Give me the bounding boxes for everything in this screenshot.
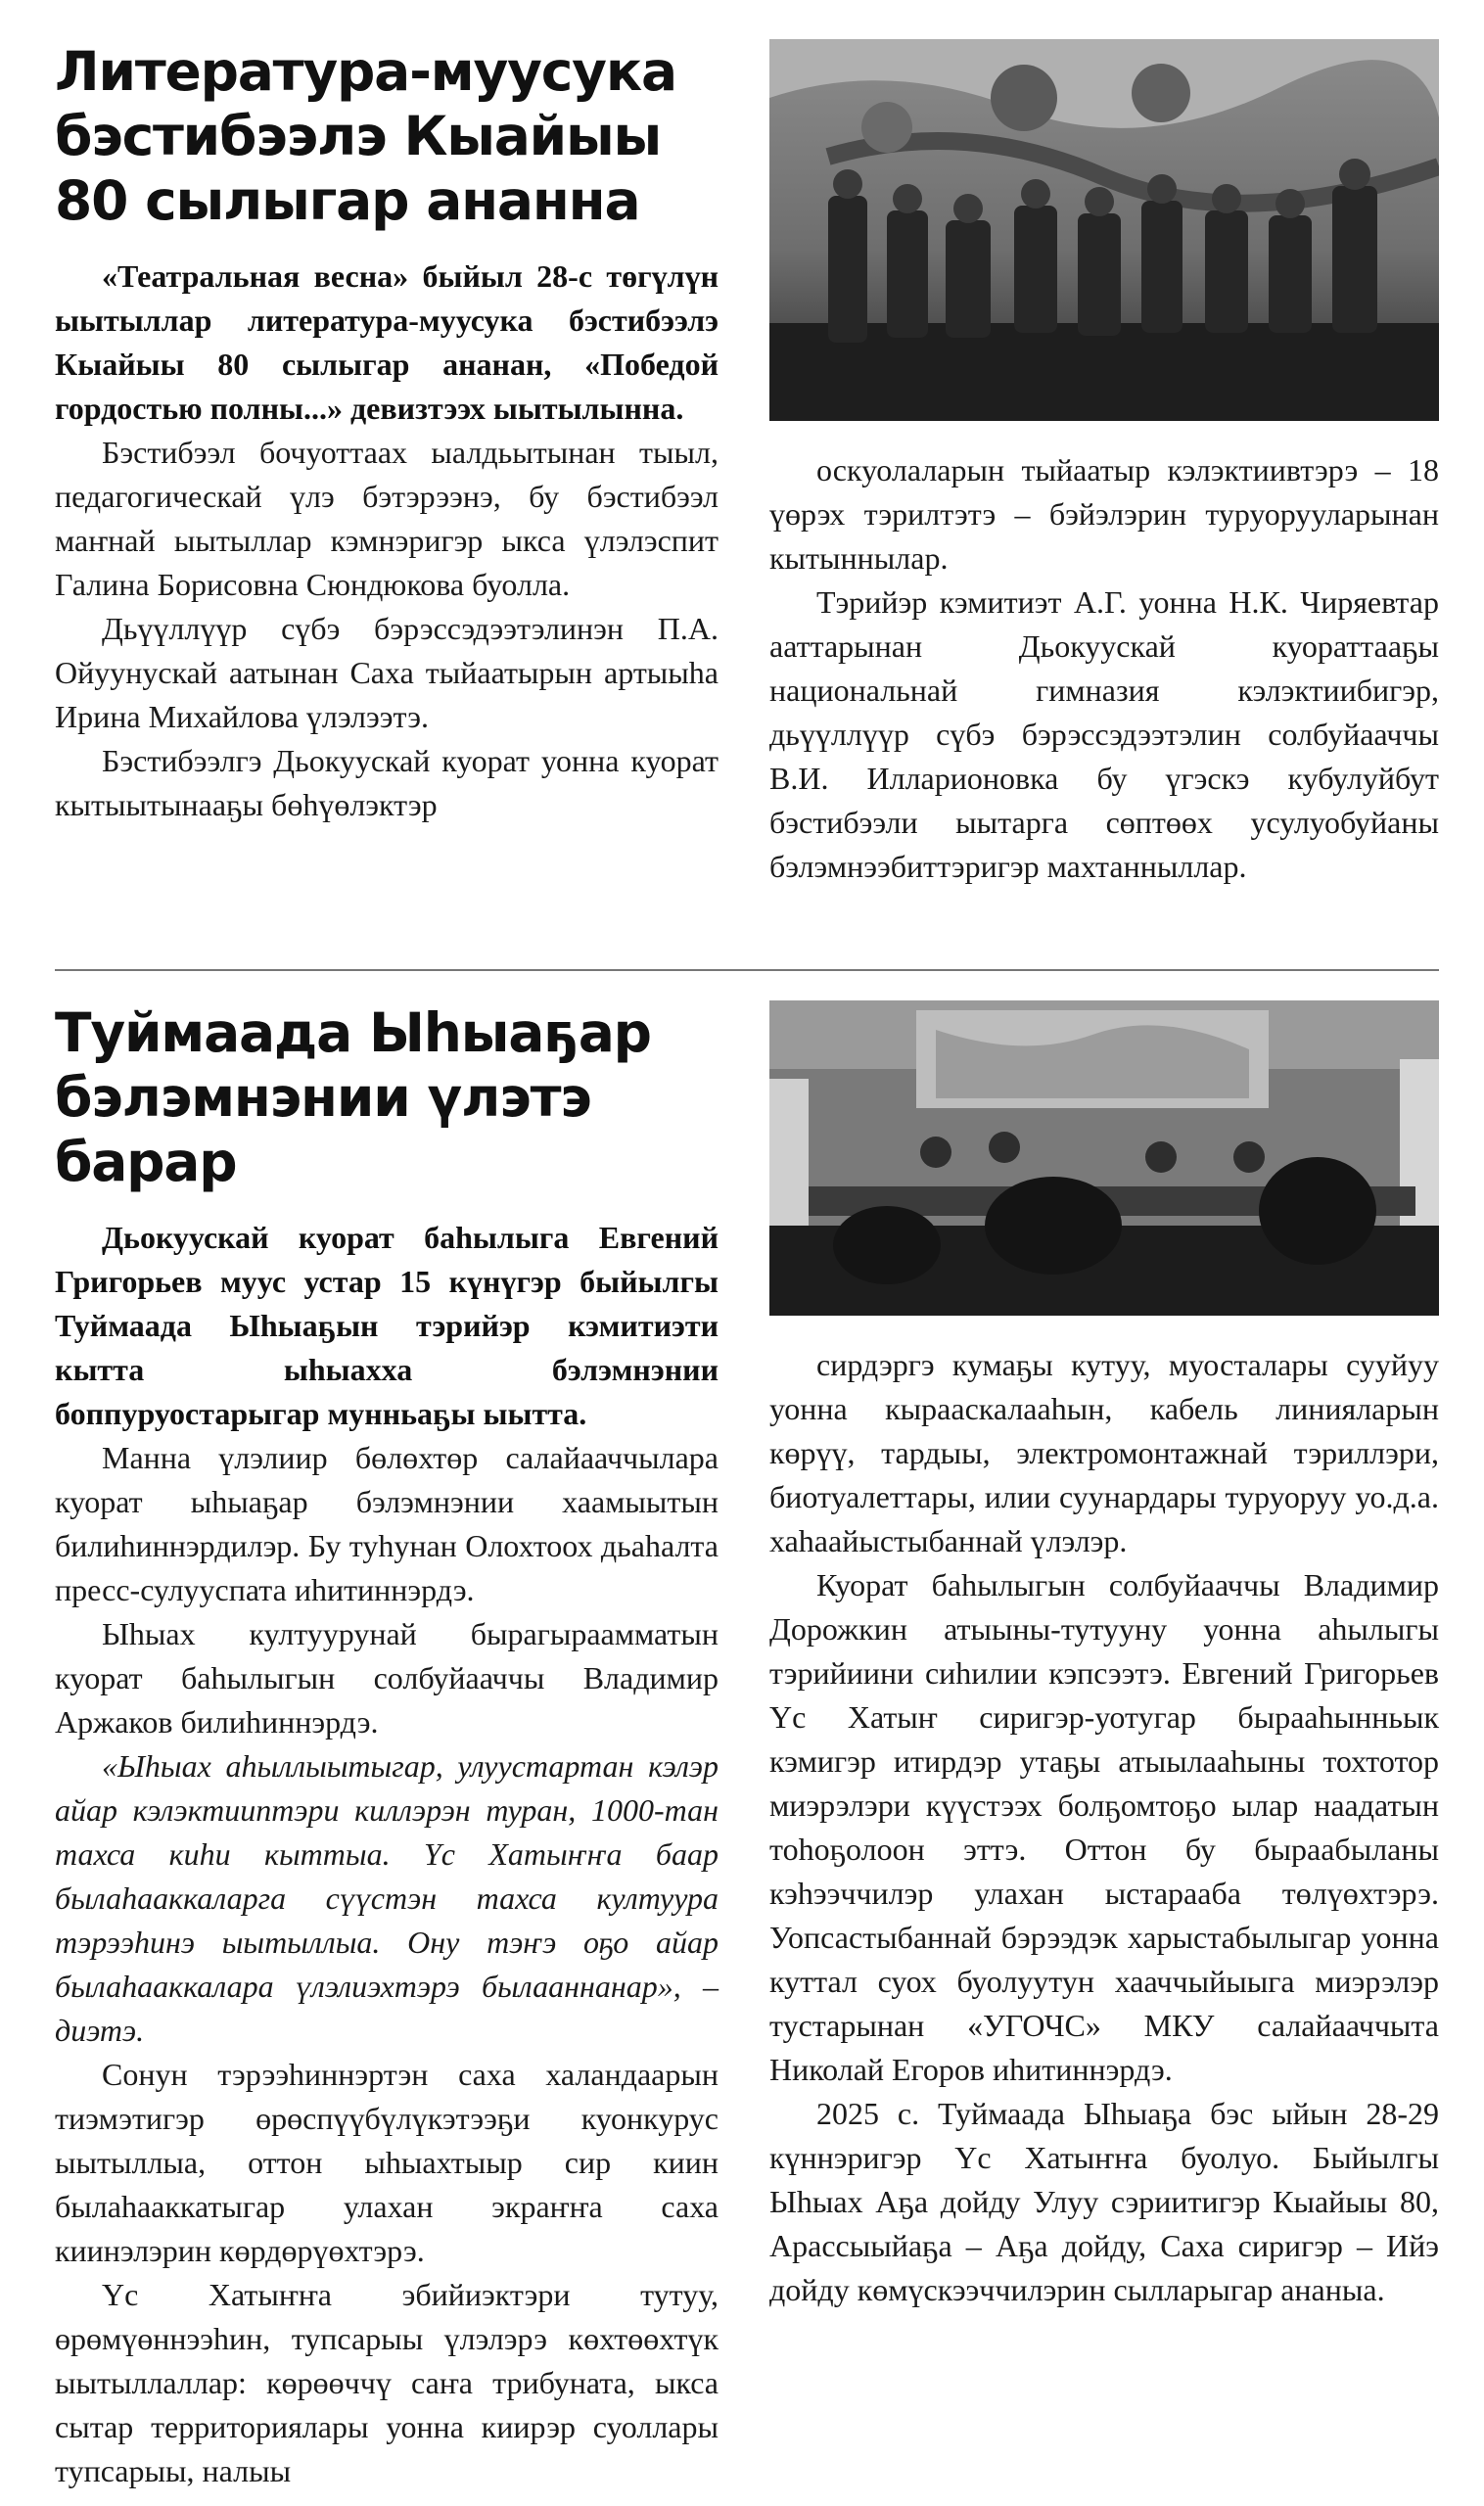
article2-paragraph: сирдэргэ кумаҕы кутуу, муосталары сууйуу уонна кырааскалааһын, кабель линияларын көрүү, тардыы, электромонтажнай тэриллэри, биотуалеттары, илии суунардары туруоруу уо.д.а. хаһаайыстыбаннай үлэлэр. bbox=[769, 1347, 1439, 1558]
article2-paragraph: Сонун тэрээһиннэртэн саха халандаарын тиэмэтигэр өрөспүүбүлүкэтээҕи куонкурус ыытыллыа, оттон ыһыахтыыр сир киин былаһааккатыгар улахан экраҥҥа саха киинэлэрин көрдөрүөхтэрэ. bbox=[55, 2057, 719, 2268]
article1-paragraph: Дьүүллүүр сүбэ бэрэссэдээтэлинэн П.А. Ойуунускай аатынан Саха тыйаатырын артыыһа Ирина Михайлова үлэлээтэ. bbox=[55, 611, 719, 734]
article1-paragraph: Тэрийэр кэмитиэт А.Г. уонна Н.К. Чиряевтар ааттарынан Дьокуускай куораттааҕы национальнай гимназия кэлэктиибигэр, дьүүллүүр сүбэ бэрэссэдээтэлин солбуйааччы В.И. Илларионовка бу үгэскэ кубулуйбут бэстибээли ыытарга сөптөөх усулуобуйаны бэлэмнээбиттэригэр махтанныллар. bbox=[769, 584, 1439, 884]
stage-performance-photo bbox=[769, 39, 1439, 421]
stage-performance-image bbox=[769, 39, 1439, 421]
article2-paragraph: Үс Хатыҥҥа эбийиэктэри тутуу, өрөмүөннээһин, тупсарыы үлэлэрэ көхтөөхтүк ыытыллаллар: көрөөччү саҥа трибуната, ыкса сытар территориялары уонна киирэр суоллары тупсарыы, налыы bbox=[55, 2277, 719, 2488]
article1-headline bbox=[55, 39, 719, 233]
meeting-room-photo bbox=[769, 1000, 1439, 1316]
article2-lead: Дьокуускай куорат баһылыга Евгений Григорьев муус устар 15 күнүгэр быйылгы Туймаада Ыһыаҕын тэрийэр кэмитиэти кытта ыһыахха бэлэмнэнии боппуруостарыгар мунньаҕы ыытта. bbox=[55, 1220, 719, 1431]
headline-line: бэлэмнэнии үлэтэ барар bbox=[55, 1066, 591, 1193]
headline-line: бэстибээлэ Кыайыы bbox=[55, 105, 662, 167]
article2-paragraph: Ыһыах култуурунай бырагыраамматын куорат баһылыгын солбуйааччы Владимир Аржаков билиһиннэрдэ. bbox=[55, 1616, 719, 1740]
meeting-room-image bbox=[769, 1000, 1439, 1316]
headline-line: Литература-муусука bbox=[55, 40, 676, 103]
article1-right-column bbox=[769, 39, 1439, 889]
article2-right-column bbox=[769, 1000, 1439, 2312]
article2-paragraph: 2025 с. Туймаада Ыһыаҕа бэс ыйын 28-29 күннэригэр Үс Хатыҥҥа буолуо. Быйылгы Ыһыах Аҕа дойду Улуу сэриитигэр Кыайыы 80, Арассыыйаҕа – Аҕа дойду, Саха сиригэр – Ийэ дойду көмүскээччилэрин сылларыгар ананыа. bbox=[769, 2096, 1439, 2307]
article2-quote-paragraph: «Ыһыах аһыллыытыгар, улуустартан кэлэр айар кэлэктииптэри киллэрэн туран, 1000-тан тахса киһи кыттыа. Үс Хатыҥҥа баар былаһааккаларга сүүстэн тахса култуура тэрээһинэ ыытыллыа. Ону тэҥэ оҕо айар былаһааккалара үлэлиэхтэрэ былааннанар», – диэтэ. bbox=[55, 1748, 719, 2048]
article-tuymaada-ysyakh bbox=[55, 1000, 1439, 2488]
article2-left-column bbox=[55, 1000, 719, 2493]
article1-paragraph: Бэстибээлгэ Дьокуускай куорат уонна куорат кытыытынааҕы бөһүөлэктэр bbox=[55, 743, 719, 822]
article2-paragraph: Манна үлэлиир бөлөхтөр салайааччылара куорат ыһыаҕар бэлэмнэнии хаамыытын билиһиннэрдилэр. Бу туһунан Олохтоох дьаһалта пресс-сулууспата иһитиннэрдэ. bbox=[55, 1440, 719, 1607]
article1-paragraph: оскуолаларын тыйаатыр кэлэктиивтэрэ – 18 үөрэх тэрилтэтэ – бэйэлэрин туруорууларынан кытыннылар. bbox=[769, 452, 1439, 576]
article2-headline bbox=[55, 1000, 719, 1194]
headline-line: 80 сылыгар ананна bbox=[55, 169, 640, 232]
article1-left-column bbox=[55, 39, 719, 827]
article1-lead: «Театральная весна» быйыл 28-с төгүлүн ыытыллар литература-муусука бэстибээлэ Кыайыы 80 сылыгар ананан, «Победой гордостью полны...» девизтээх ыытылынна. bbox=[55, 258, 719, 426]
article1-paragraph: Бэстибээл бочуоттаах ыалдьытынан тыыл, педагогическай үлэ бэтэрээнэ, бу бэстибээл маҥнай ыытыллар кэмнэригэр ыкса үлэлэспит Галина Борисовна Сюндюкова буолла. bbox=[55, 435, 719, 602]
article-divider bbox=[55, 969, 1439, 971]
headline-line: Туймаада Ыһыаҕар bbox=[55, 1001, 651, 1064]
article-victory-festival bbox=[55, 39, 1439, 950]
article2-paragraph: Куорат баһылыгын солбуйааччы Владимир Дорожкин атыыны-тутууну уонна аһылыгы тэрийиини сиһилии кэпсээтэ. Евгений Григорьев Үс Хатыҥ сиригэр-уотугар бырааһынньык кэмигэр итирдэр утаҕы атыылааһыны тохтотор миэрэлэри күүстээх болҕомтоҕо ылар наадатын тоһоҕолоон эттэ. Оттон бу быраабыланы кэһээччилэр улахан ыстарааба төлүөхтэрэ. Уопсастыбаннай бэрээдэк харыстабылыгар уонна куттал суох буолуутун хааччыйыыга миэрэлэр тустарынан «УГОЧС» МКУ салайааччыта Николай Егоров иһитиннэрдэ. bbox=[769, 1567, 1439, 2087]
